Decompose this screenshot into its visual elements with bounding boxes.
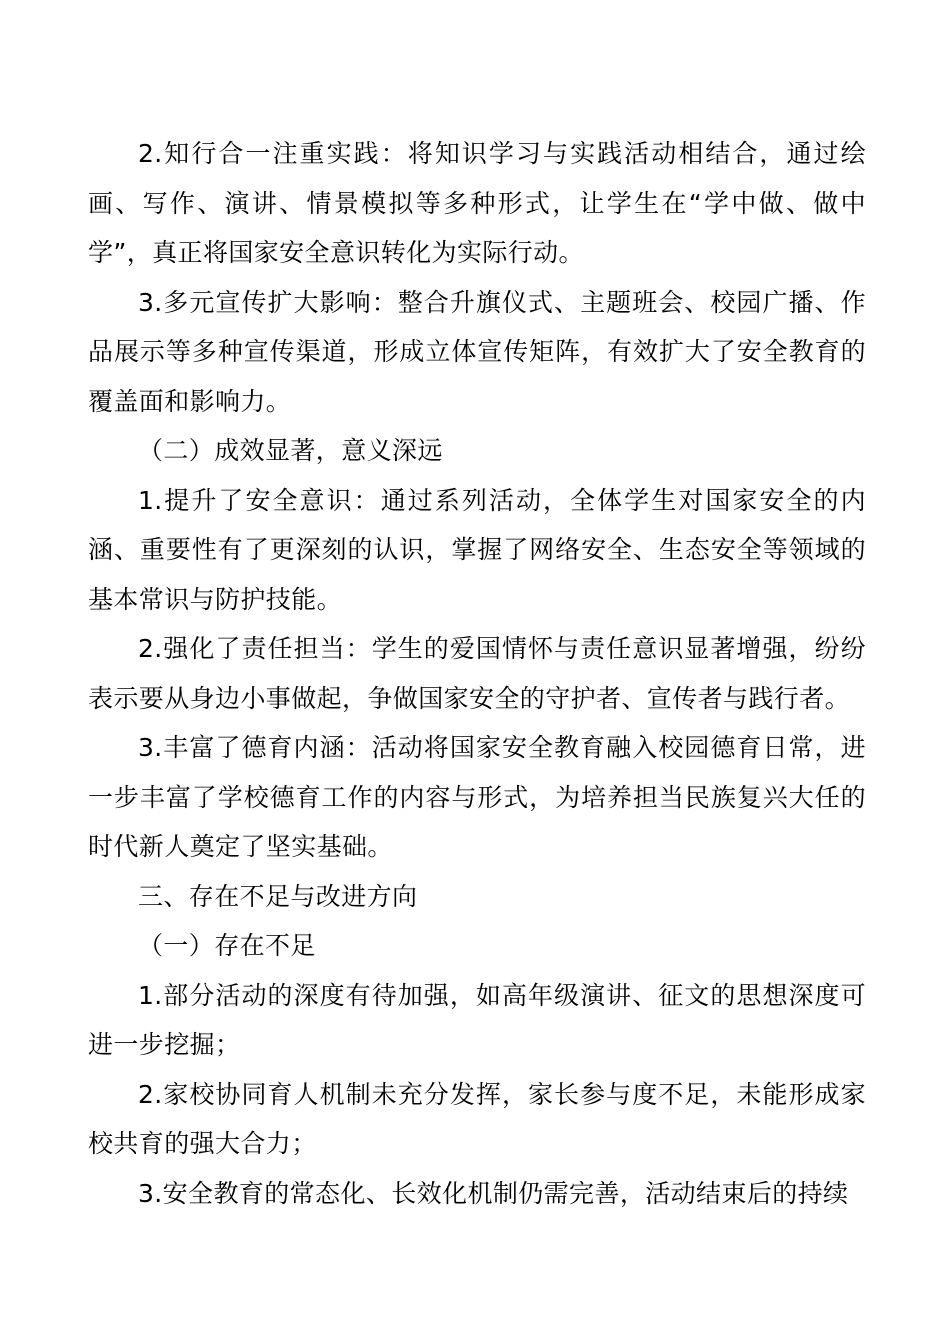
document-body bbox=[88, 129, 866, 1218]
section-heading-shortcomings: 三、存在不足与改进方向 bbox=[138, 881, 418, 911]
section-heading-results: （二）成效显著，意义深远 bbox=[138, 436, 443, 465]
paragraph-awareness: 1.提升了安全意识：通过系列活动，全体学生对国家安全的内涵、重要性有了更深刻的认识，掌握了网络安全、生态安全等领域的基本常识与防护技能。 bbox=[88, 485, 866, 614]
paragraph-depth: 1.部分活动的深度有待加强，如高年级演讲、征文的思想深度可进一步挖掘； bbox=[88, 980, 866, 1059]
paragraph-home-school: 2.家校协同育人机制未充分发挥，家长参与度不足，未能形成家校共育的强大合力； bbox=[88, 1079, 866, 1158]
paragraph-moral-education: 3.丰富了德育内涵：活动将国家安全教育融入校园德育日常，进一步丰富了学校德育工作的内容与形式，为培养担当民族复兴大任的时代新人奠定了坚实基础。 bbox=[88, 733, 866, 861]
paragraph-responsibility: 2.强化了责任担当：学生的爱国情怀与责任意识显著增强，纷纷表示要从身边小事做起，争做国家安全的守护者、宣传者与践行者。 bbox=[88, 634, 866, 713]
paragraph-publicity: 3.多元宣传扩大影响：整合升旗仪式、主题班会、校园广播、作品展示等多种宣传渠道，形成立体宣传矩阵，有效扩大了安全教育的覆盖面和影响力。 bbox=[88, 287, 866, 416]
paragraph-mechanism: 3.安全教育的常态化、长效化机制仍需完善，活动结束后的持续 bbox=[138, 1178, 849, 1208]
subsection-heading-shortcomings: （一）存在不足 bbox=[138, 931, 316, 960]
paragraph-practice: 2.知行合一注重实践：将知识学习与实践活动相结合，通过绘画、写作、演讲、情景模拟等多种形式，让学生在“学中做、做中学”，真正将国家安全意识转化为实际行动。 bbox=[88, 139, 866, 267]
